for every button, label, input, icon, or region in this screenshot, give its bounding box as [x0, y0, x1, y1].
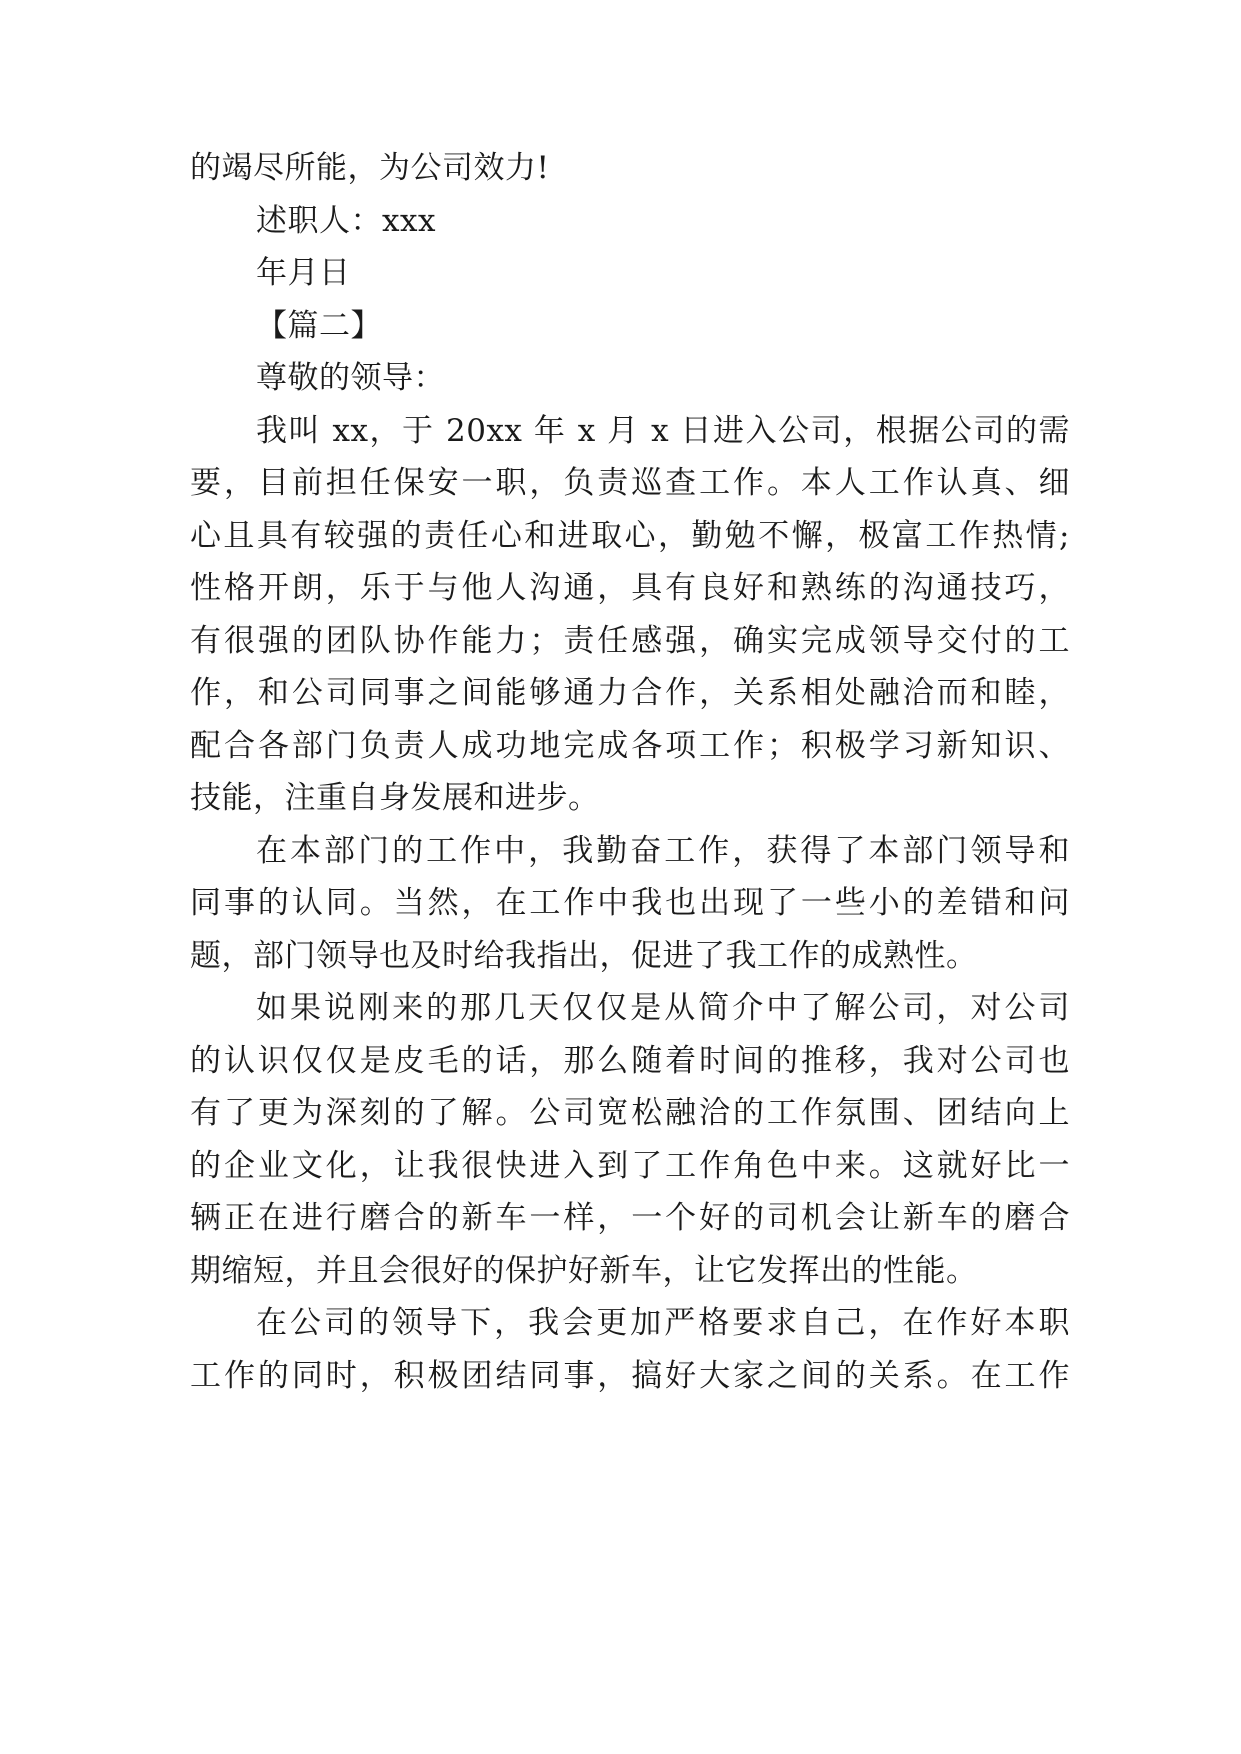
text-line: 期缩短，并且会很好的保护好新车，让它发挥出的性能。	[190, 1253, 978, 1289]
salutation: 尊敬的领导：	[256, 360, 445, 396]
date-line: 年月日	[256, 255, 351, 291]
text-line: 的企业文化，让我很快进入到了工作角色中来。这就好比一	[190, 1148, 1070, 1184]
section-heading: 【篇二】	[256, 308, 382, 344]
text-line: 有了更为深刻的了解。公司宽松融洽的工作氛围、团结向上	[190, 1095, 1070, 1131]
text-line: 题，部门领导也及时给我指出，促进了我工作的成熟性。	[190, 938, 978, 974]
text-line: 我叫 xx，于 20xx 年 x 月 x 日进入公司，根据公司的需	[256, 413, 1070, 449]
text-line: 有很强的团队协作能力；责任感强，确实完成领导交付的工	[190, 623, 1070, 659]
text-line: 的认识仅仅是皮毛的话，那么随着时间的推移，我对公司也	[190, 1043, 1070, 1079]
text-line: 的竭尽所能，为公司效力!	[190, 150, 550, 186]
text-line: 技能，注重自身发展和进步。	[190, 780, 600, 816]
text-line: 作，和公司同事之间能够通力合作，关系相处融洽而和睦，	[190, 675, 1070, 711]
text-line: 在本部门的工作中，我勤奋工作，获得了本部门领导和	[256, 833, 1070, 869]
text-line: 性格开朗，乐于与他人沟通，具有良好和熟练的沟通技巧，	[190, 570, 1070, 606]
text-line: 要，目前担任保安一职，负责巡查工作。本人工作认真、细	[190, 465, 1070, 501]
signature-line: 述职人：xxx	[256, 203, 436, 239]
text-line: 心且具有较强的责任心和进取心，勤勉不懈，极富工作热情;	[190, 518, 1070, 554]
text-line: 在公司的领导下，我会更加严格要求自己，在作好本职	[256, 1305, 1070, 1341]
text-line: 如果说刚来的那几天仅仅是从简介中了解公司，对公司	[256, 990, 1070, 1026]
text-line: 配合各部门负责人成功地完成各项工作；积极学习新知识、	[190, 728, 1070, 764]
text-line: 同事的认同。当然，在工作中我也出现了一些小的差错和问	[190, 885, 1070, 921]
text-line: 工作的同时，积极团结同事，搞好大家之间的关系。在工作	[190, 1358, 1070, 1394]
text-line: 辆正在进行磨合的新车一样，一个好的司机会让新车的磨合	[190, 1200, 1070, 1236]
